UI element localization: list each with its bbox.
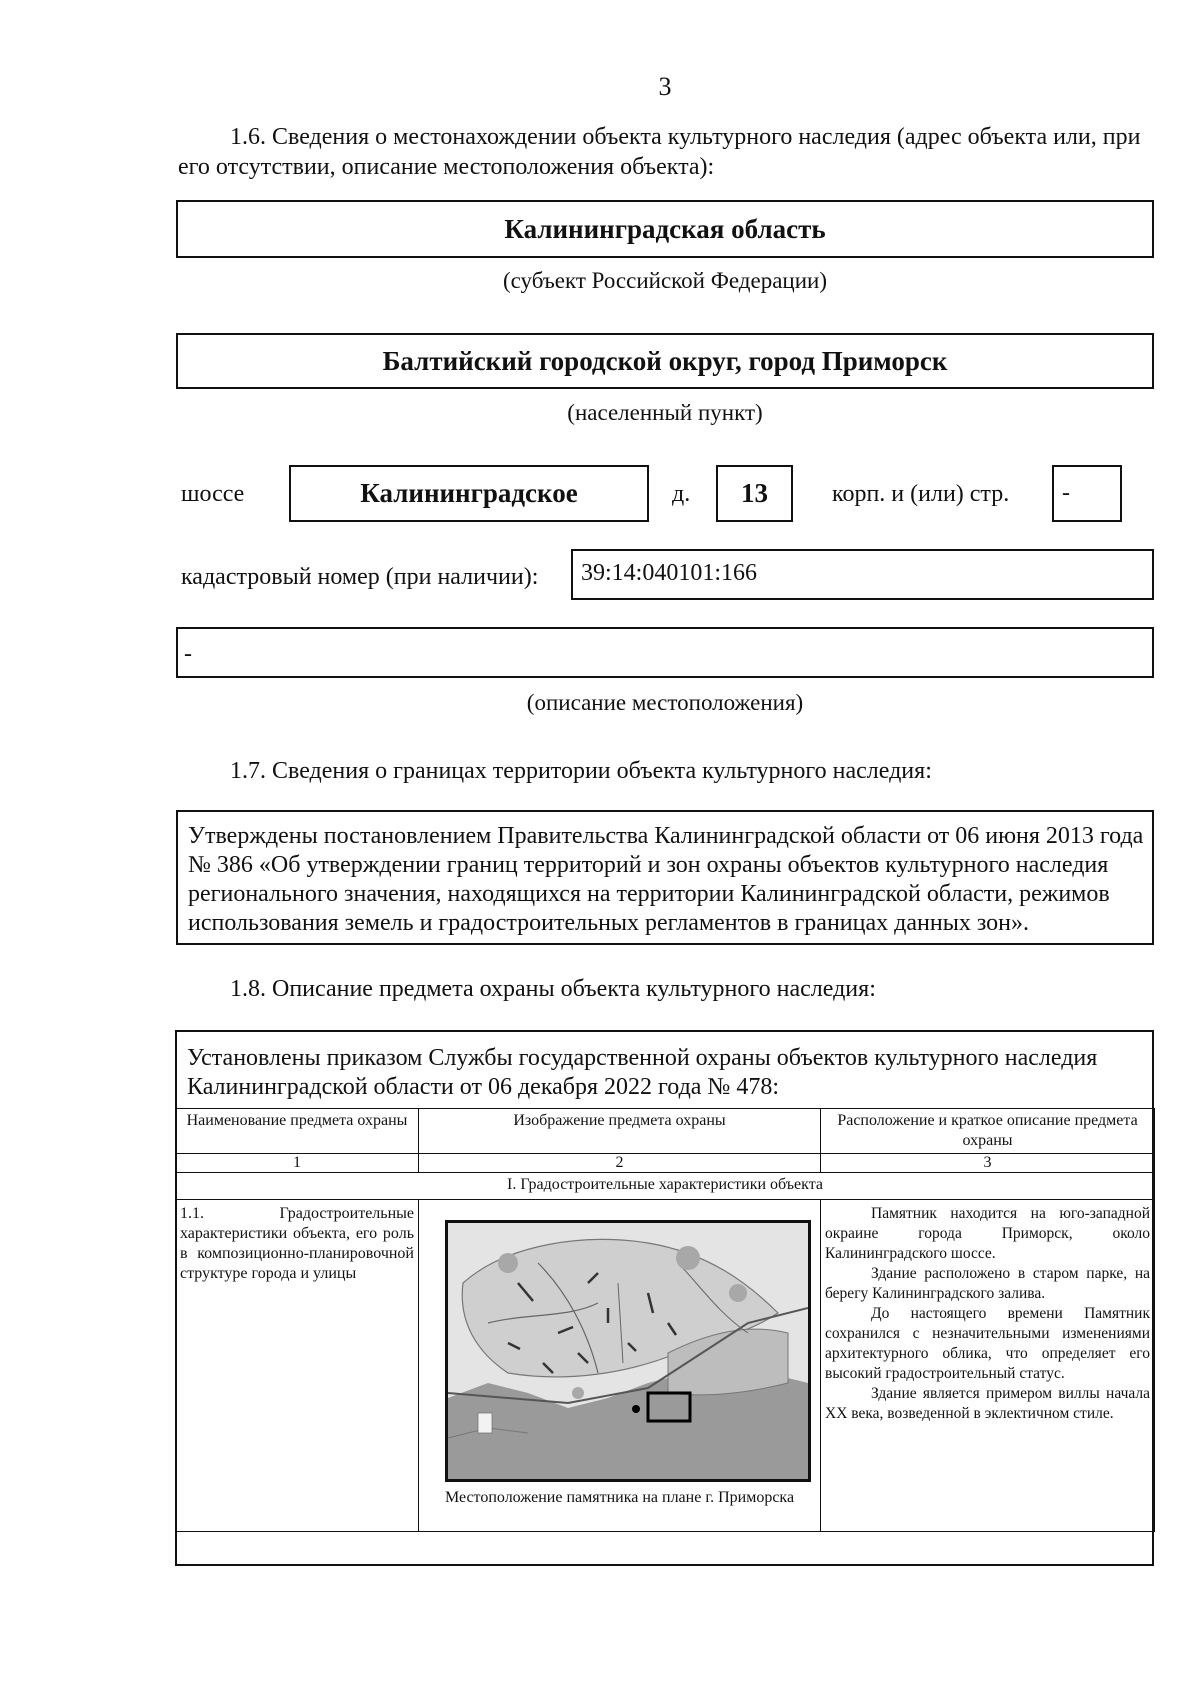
description-paragraph-1: Памятник находится на юго-западной окраине города Приморск, около Калининградского шоссе.: [825, 1205, 1150, 1262]
protection-table: [175, 1108, 1155, 1532]
cadastral-value: 39:14:040101:166: [581, 560, 758, 586]
section-1-8-heading: 1.8. Описание предмета охраны объекта культурного наследия:: [230, 976, 876, 1002]
section-1-6-heading: 1.6. Сведения о местонахождении объекта культурного наследия (адрес объекта или, при его отсутствии, описание местоположения объекта):: [178, 124, 1141, 180]
house-box: [716, 465, 793, 522]
region-box: [176, 200, 1154, 258]
street-box: [289, 465, 649, 522]
protection-intro: Установлены приказом Службы государственной охраны объектов культурного наследия Калининградской области от 06 декабря 2022 года № 478:: [187, 1045, 1098, 1100]
column-number-2: 2: [419, 1154, 821, 1173]
table-row: [176, 1200, 1155, 1532]
house-value: 13: [741, 478, 768, 508]
header-description: Расположение и краткое описание предмета охраны: [821, 1109, 1155, 1154]
building-box: [1052, 465, 1122, 522]
location-description-box: [176, 627, 1154, 678]
region-value: Калининградская область: [504, 214, 826, 244]
table-header-row: [176, 1109, 1155, 1154]
street-value: Калининградское: [360, 478, 578, 508]
map-plan-svg: [448, 1223, 808, 1479]
header-image: Изображение предмета охраны: [419, 1109, 821, 1154]
table-number-row: [176, 1154, 1155, 1173]
boundaries-text: Утверждены постановлением Правительства Калининградской области от 06 июня 2013 года № 386 «Об утверждении границ территорий и зон охраны объектов культурного наследия регионального значения, находящихся на территории Калининградской области, режимов использования земель и градостроительных регламентов в границах данных зон».: [188, 823, 1144, 936]
cadastral-label: кадастровый номер (при наличии):: [181, 564, 539, 590]
building-value: -: [1062, 480, 1070, 506]
location-description-caption: (описание местоположения): [526, 690, 804, 715]
street-type-label: шоссе: [181, 481, 245, 507]
table-section-title: I. Градостроительные характеристики объекта: [176, 1173, 1155, 1200]
description-paragraph-4: Здание является примером виллы начала XX века, возведенной в эклектичном стиле.: [825, 1385, 1150, 1422]
column-number-3: 3: [821, 1154, 1155, 1173]
locality-value: Балтийский городской округ, город Приморск: [382, 346, 948, 376]
row-description-cell: [821, 1200, 1155, 1532]
description-paragraph-2: Здание расположено в старом парке, на берегу Калининградского залива.: [825, 1265, 1150, 1302]
header-name: Наименование предмета охраны: [176, 1109, 419, 1154]
map-caption: Местоположение памятника на плане г. Приморска: [444, 1489, 795, 1506]
map-image: [445, 1220, 811, 1482]
boundaries-box: [176, 810, 1154, 945]
section-1-7-heading: 1.7. Сведения о границах территории объекта культурного наследия:: [230, 758, 932, 784]
locality-caption: (населенный пункт): [567, 400, 763, 425]
page-number: 3: [658, 72, 672, 101]
description-paragraph-3: До настоящего времени Памятник сохранился с незначительными изменениями архитектурного облика, что определяет его высокий градостроительный статус.: [825, 1305, 1150, 1382]
cadastral-box: [571, 549, 1154, 600]
building-label: корп. и (или) стр.: [832, 481, 1010, 507]
location-description-value: -: [184, 641, 192, 667]
row-name: 1.1. Градостроительные характеристики объекта, его роль в композиционно-планировочной структуре города и улицы: [176, 1200, 419, 1532]
house-label: д.: [672, 481, 691, 507]
row-image-cell: [419, 1200, 821, 1532]
region-caption: (субъект Российской Федерации): [502, 268, 828, 293]
locality-box: [176, 333, 1154, 389]
column-number-1: 1: [176, 1154, 419, 1173]
table-section-row: [176, 1173, 1155, 1200]
